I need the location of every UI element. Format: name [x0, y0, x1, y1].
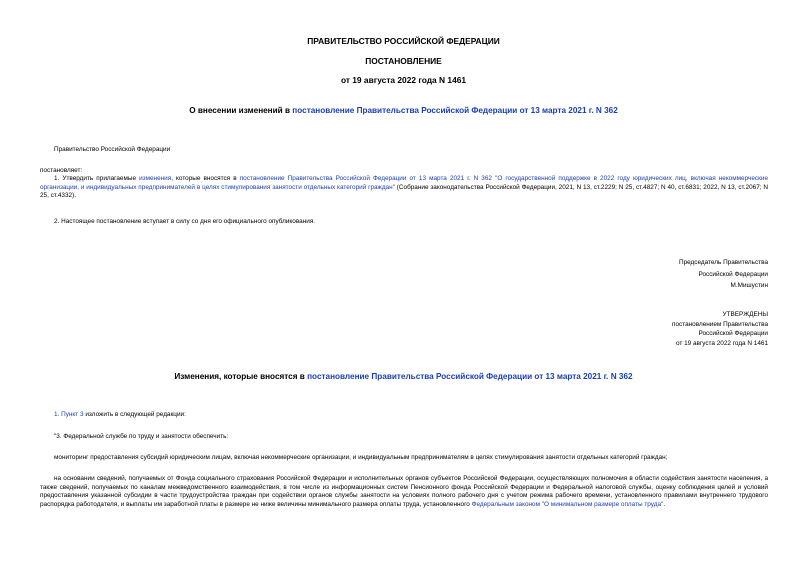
approved-label: УТВЕРЖДЕНЫ	[722, 311, 768, 318]
p1-text-a: 1. Утвердить прилагаемые	[54, 175, 140, 182]
p1-link-changes[interactable]: изменения	[139, 175, 172, 182]
p1-text-b: , которые вносятся в	[171, 175, 240, 182]
quoted-point-3: "3. Федеральной службе по труду и занятости обеспечить:	[54, 433, 229, 440]
title-link[interactable]: постановление Правительства Российской Федерации от 13 марта 2021 г. N 362	[292, 106, 618, 115]
paragraph-1	[40, 175, 768, 201]
approved-org: Российской Федерации	[698, 330, 768, 338]
document-title	[0, 106, 807, 115]
p1-link-resolution[interactable]: постановление Правительства Российской Федерации от 13 марта 2021 г. N 362 "О государственной поддержке в 2022 году юридических лиц, включая некоммерческие организации, и индивидуальных предпринимателей в целях стимулирования занятости отдельных категорий граждан"	[40, 175, 768, 191]
approved-date: от 19 августа 2022 года N 1461	[675, 339, 768, 347]
changes-title	[0, 372, 807, 381]
p1-text-c: (Собрание законодательства Российской Федерации, 2021, N 13, ст.2229; N 25, ст.4827; N 40, ст.6831; 2022, N 13, ст.2067; N 25, ст.4332).	[40, 183, 768, 200]
basis-text: на основании сведений, получаемых от Фонда социального страхования Российской Федерации и исполнительных органов субъектов Российской Федерации, осуществляющих полномочия в области содействия занятости населения, а также сведений, получаемых по каналам межведомственного взаимодействия, в том числе из информационных систем Пенсионного фонда Российской Федерации и Федеральной налоговой службы, оценку соблюдения целей и условий предоставления указанной субсидии в части трудоустройства граждан при содействии органов службы занятости на условиях полного рабочего дня с учетом режима рабочего времени, установленного правилами внутреннего трудового распорядка работодателя, и выплаты им заработной платы в размере не ниже величины минимального размера оплаты труда, установленного	[40, 475, 768, 508]
basis-end: .	[663, 500, 666, 508]
document-type: ПОСТАНОВЛЕНИЕ	[365, 56, 442, 66]
government-name: Правительство Российской Федерации	[54, 146, 171, 153]
basis-paragraph	[40, 475, 768, 509]
signature-block	[468, 259, 768, 291]
basis-law-link[interactable]: Федеральным законом "О минимальном размере оплаты труда"	[471, 500, 664, 508]
approved-by: постановлением Правительства	[672, 320, 768, 328]
change-item-1-text: изложить в следующей редакции:	[83, 411, 186, 418]
change-item-1-link[interactable]: 1. Пункт 3	[54, 411, 84, 418]
change-item-1	[54, 411, 186, 420]
signature-org: Российской Федерации	[698, 270, 768, 278]
signature-title: Председатель Правительства	[679, 259, 768, 266]
decides-text: постановляет:	[40, 167, 83, 174]
approved-block	[468, 311, 768, 348]
changes-title-prefix: Изменения, которые вносятся в	[174, 372, 308, 381]
government-heading: ПРАВИТЕЛЬСТВО РОССИЙСКОЙ ФЕДЕРАЦИИ	[307, 36, 500, 46]
paragraph-2: 2. Настоящее постановление вступает в силу со дня его официального опубликования.	[54, 218, 316, 225]
monitoring-paragraph: мониторинг предоставления субсидий юридическим лицам, включая некоммерческие организации, и индивидуальным предпринимателям в целях стимулирования занятости отдельных категорий граждан;	[54, 454, 668, 461]
changes-title-link[interactable]: постановление Правительства Российской Федерации от 13 марта 2021 г. N 362	[307, 372, 633, 381]
signature-name: М.Мишустин	[730, 282, 768, 290]
title-prefix: О внесении изменений в	[189, 106, 293, 115]
document-date-number: от 19 августа 2022 года N 1461	[340, 75, 467, 85]
